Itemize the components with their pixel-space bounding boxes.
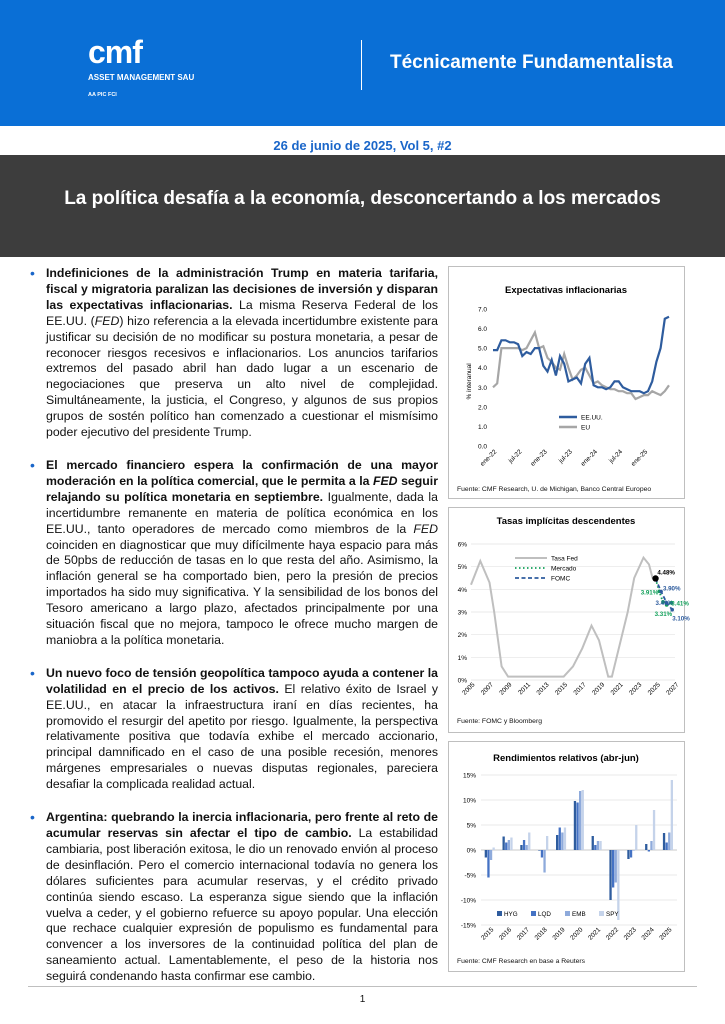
legend-label: Tasa Fed <box>551 555 578 563</box>
y-tick-label: 0% <box>457 677 467 685</box>
legend-label: EU <box>581 424 591 432</box>
legend-label: Mercado <box>551 565 577 573</box>
legend-swatch <box>497 911 502 916</box>
bar-emb <box>633 850 635 851</box>
x-tick-label: 2025 <box>658 926 674 942</box>
x-tick-label: 2023 <box>628 681 644 697</box>
x-tick-label: 2019 <box>591 681 607 697</box>
bar-emb <box>597 841 599 850</box>
x-tick-label: ene-25 <box>630 448 650 468</box>
bar-spy <box>635 825 637 850</box>
bar-emb <box>561 833 563 851</box>
page-number: 1 <box>359 994 366 1005</box>
chart-title: Expectativas inflacionarias <box>505 285 627 296</box>
bar-lqd <box>505 843 507 851</box>
y-tick-label: 2% <box>457 632 467 640</box>
x-tick-label: 2015 <box>480 926 496 942</box>
page-header <box>0 0 725 126</box>
bar-spy <box>564 828 566 851</box>
y-tick-label: 15% <box>462 772 476 780</box>
bar-spy <box>546 836 548 850</box>
y-tick-label: 3.0 <box>477 384 487 392</box>
inflation-expectations-plot <box>449 267 684 482</box>
bar-hyg <box>627 850 629 859</box>
x-tick-label: jul-22 <box>507 448 524 465</box>
bar-lqd <box>541 850 543 858</box>
data-label: 4.48% <box>657 569 675 577</box>
bar-lqd <box>523 840 525 850</box>
x-tick-label: jul-23 <box>557 448 574 465</box>
bar-lqd <box>576 803 578 851</box>
bar-lqd <box>612 850 614 888</box>
data-label: 3.90% <box>662 585 681 593</box>
bar-lqd <box>594 845 596 850</box>
x-tick-label: 2018 <box>533 926 549 942</box>
x-tick-label: 2021 <box>609 681 625 697</box>
x-tick-label: 2013 <box>535 681 551 697</box>
bullet-market-expectations <box>28 458 438 649</box>
bullet-text: La misma Reserva Federal de los EE.UU. ( <box>46 297 439 328</box>
issue-date: 26 de junio de 2025, Vol 5, #2 <box>273 138 452 153</box>
bar-emb <box>543 850 545 873</box>
footer-rule <box>28 986 697 987</box>
y-tick-label: -10% <box>460 897 476 905</box>
inflation-expectations-chart <box>448 266 685 499</box>
bar-hyg <box>520 845 522 850</box>
chart-source: Fuente: CMF Research, U. de Michigan, Banco Central Europeo <box>457 486 652 493</box>
bullet-lead: Argentina: quebrando la inercia inflacionaria, pero frente al reto de acumular reservas sin afectar el tipo de cambio. <box>46 810 438 840</box>
bar-hyg <box>503 837 505 851</box>
bar-hyg <box>574 801 576 850</box>
x-tick-label: 2016 <box>497 926 514 942</box>
y-tick-label: 7.0 <box>477 306 487 314</box>
bar-lqd <box>666 843 668 851</box>
bullet-text: La estabilidad cambiaria, post liberación exitosa, le dio un renovado envión al proceso de desinflación. Pero el comercio internacional todavía no genera los dólares suficientes para acumular reservas, y el crédito privado continúa siendo escaso. La esperanza sigue siendo que la inflación vuelva a ceder, y el gobierno refuerce su apoyo popular. Una elección que rechace cualquier expresión de populismo es fundamental para convencer a los inversores de la continuidad política del plan de saneamiento actual. Lamentablemente, el peso de la historia nos seguirá condenando hasta confirmar ese cambio. <box>46 826 438 984</box>
company-registry: AA PIC FCI <box>88 92 117 98</box>
bar-emb <box>508 840 510 850</box>
header-divider <box>361 40 362 90</box>
x-tick-label: ene-24 <box>579 448 599 468</box>
article-column <box>28 266 438 1002</box>
x-tick-label: 2019 <box>551 926 567 942</box>
bar-spy <box>599 841 601 850</box>
bar-hyg <box>556 835 558 850</box>
bullet-lead: Un nuevo foco de tensión geopolítica tampoco ayuda a contener la volatilidad en el precio de los activos. <box>46 665 438 696</box>
bar-spy <box>528 833 530 851</box>
company-name: ASSET MANAGEMENT SAU <box>88 73 195 82</box>
x-tick-label: 2020 <box>569 926 585 942</box>
y-tick-label: 5.0 <box>477 345 487 353</box>
bullet-geopolitics <box>28 666 438 793</box>
y-tick-label: 3% <box>457 609 467 617</box>
implied-rates-chart <box>448 507 690 733</box>
bar-spy <box>617 850 619 920</box>
bar-emb <box>579 791 581 850</box>
legend-label: SPY <box>606 911 619 918</box>
series-line-eu <box>493 333 669 400</box>
y-tick-label: 0% <box>466 847 476 855</box>
y-tick-label: 6% <box>457 541 467 549</box>
chart-source: Fuente: FOMC y Bloomberg <box>457 718 542 725</box>
cmf-logo: cmf <box>88 34 142 70</box>
data-label: 3.91% <box>640 589 659 597</box>
bar-hyg <box>485 850 487 858</box>
legend-swatch <box>531 911 536 916</box>
headline: La política desafía a la economía, desconcertando a los mercados <box>64 188 661 209</box>
legend-label: LQD <box>538 911 551 918</box>
chart-title: Tasas implícitas descendentes <box>496 516 636 527</box>
series-line-eeuu <box>493 317 669 393</box>
x-tick-label: 2009 <box>498 681 514 697</box>
y-tick-label: 1.0 <box>477 423 487 431</box>
chart-title: Rendimientos relativos (abr-jun) <box>493 753 639 764</box>
data-label: 3.31% <box>654 610 673 618</box>
x-tick-label: 2011 <box>517 681 533 697</box>
bar-hyg <box>609 850 611 900</box>
y-tick-label: 4% <box>457 586 467 594</box>
y-axis-label: % interanual <box>466 363 473 400</box>
bullet-argentina <box>28 810 438 985</box>
bullet-text: ) hizo referencia a la elevada incertidumbre existente para justificar su decisión de no modificar su postura monetaria, a pesar de reconocer riesgos recesivos e inflacionarios. Los anuncios tarifarios extremos del pasado abril han dado lugar a un escenario de negociaciones que preserva un alto nivel de complejidad. Simultáneamente, la justicia, el Congreso, y algunos de sus propios grupos de sostén político han comenzado a cuestionar el mismísimo poder ejecutivo del presidente Trump. <box>46 313 438 440</box>
bar-spy <box>510 838 512 851</box>
bar-lqd <box>630 850 632 858</box>
y-tick-label: -15% <box>460 922 476 930</box>
chart-source: Fuente: CMF Research en base a Reuters <box>457 958 586 965</box>
bar-hyg <box>645 844 647 850</box>
data-label: 3.41% <box>671 600 689 608</box>
x-tick-label: 2024 <box>640 926 656 942</box>
bar-hyg <box>663 833 665 850</box>
bar-spy <box>582 790 584 850</box>
implied-rates-plot <box>449 508 690 714</box>
x-tick-label: 2005 <box>461 681 477 697</box>
x-tick-label: 2007 <box>479 681 495 697</box>
bullet-lead: Indefiniciones de la administración Trump en materia tarifaria, fiscal y migratoria paralizan las decisiones de inversión y disparan las expectativas inflacionarias. <box>46 266 438 312</box>
bar-spy <box>671 780 673 850</box>
bar-emb <box>668 833 670 851</box>
x-tick-label: 2021 <box>587 926 603 942</box>
bar-emb <box>650 841 652 850</box>
legend-swatch <box>565 911 570 916</box>
legend-label: FOMC <box>551 575 571 583</box>
y-tick-label: 10% <box>462 797 476 805</box>
legend-swatch <box>599 911 604 916</box>
x-tick-label: 2017 <box>515 926 531 942</box>
data-label: 3.40% <box>655 599 674 607</box>
x-tick-label: 2015 <box>553 681 570 697</box>
bar-lqd <box>487 850 489 878</box>
data-label: 3.10% <box>672 615 690 623</box>
bar-spy <box>653 810 655 850</box>
x-tick-label: ene-23 <box>529 448 549 468</box>
bullet-text: coinciden en diagnosticar que muy difícilmente haya espacio para más de 50pbs de reducción de tasas en lo que resta del año. Asimismo, la inflación general se ha comportado bien, pero la presión de precios importados ha sido muy significativa. Y la sensibilidad de los bonos del Tesoro americano a largo plazo, afectados principalmente por una situación fiscal que no mejora, tampoco le ofrece mucho margen de maniobra a la política monetaria. <box>46 537 438 647</box>
y-tick-label: 4.0 <box>477 365 487 373</box>
legend-label: HYG <box>504 911 518 918</box>
y-tick-label: 0.0 <box>477 443 487 451</box>
bullet-emphasis: FED <box>94 313 120 328</box>
bar-emb <box>490 850 492 860</box>
x-tick-label: 2023 <box>622 926 638 942</box>
y-tick-label: 6.0 <box>477 326 487 334</box>
y-tick-label: 5% <box>457 564 467 572</box>
bar-emb <box>526 845 528 850</box>
x-tick-label: 2017 <box>572 681 588 697</box>
y-tick-label: 2.0 <box>477 404 487 412</box>
headline-banner <box>0 155 725 257</box>
x-tick-label: 2022 <box>604 926 621 942</box>
y-tick-label: 1% <box>457 654 467 662</box>
publication-title: Técnicamente Fundamentalista <box>390 52 673 73</box>
x-tick-label: 2027 <box>665 681 681 697</box>
bullet-text: El relativo éxito de Israel y EE.UU., en atacar la infraestructura iraní en días recientes, ha promovido el resurgir del apetito por riesgo. Igualmente, la perspectiva relativamente positiva que todavía exhibe el mercado accionario, principal damnificado en el caso de una posible recesión, menores márgenes empresariales o nuevas disputas regionales, pareciera desafiar la complicada realidad actual. <box>46 681 438 792</box>
x-tick-label: ene-22 <box>479 448 499 468</box>
legend-label: EMB <box>572 911 586 918</box>
x-tick-label: 2025 <box>646 681 662 697</box>
x-tick-label: jul-24 <box>607 448 625 465</box>
bullet-trump-policy <box>28 266 438 441</box>
y-tick-label: 5% <box>466 822 476 830</box>
bar-hyg <box>538 850 540 851</box>
y-tick-label: -5% <box>464 872 476 880</box>
bar-lqd <box>648 850 650 852</box>
relative-returns-chart <box>448 741 685 972</box>
bar-hyg <box>592 836 594 850</box>
bar-emb <box>615 850 617 883</box>
bar-lqd <box>559 828 561 851</box>
relative-returns-plot <box>449 742 684 955</box>
bullet-emphasis: FED <box>413 521 438 536</box>
legend-label: EE.UU. <box>581 414 603 422</box>
bar-spy <box>493 848 495 851</box>
bullet-lead: El mercado financiero espera la confirmación de una mayor moderación en la política comercial, que le permita a la FED seguir relajando su política monetaria en septiembre. <box>46 457 438 504</box>
bullet-text: Igualmente, dada la incertidumbre remanente en materia de política económica en los EE.UU., tanto operadores de mercado como miembros de la <box>46 489 439 536</box>
